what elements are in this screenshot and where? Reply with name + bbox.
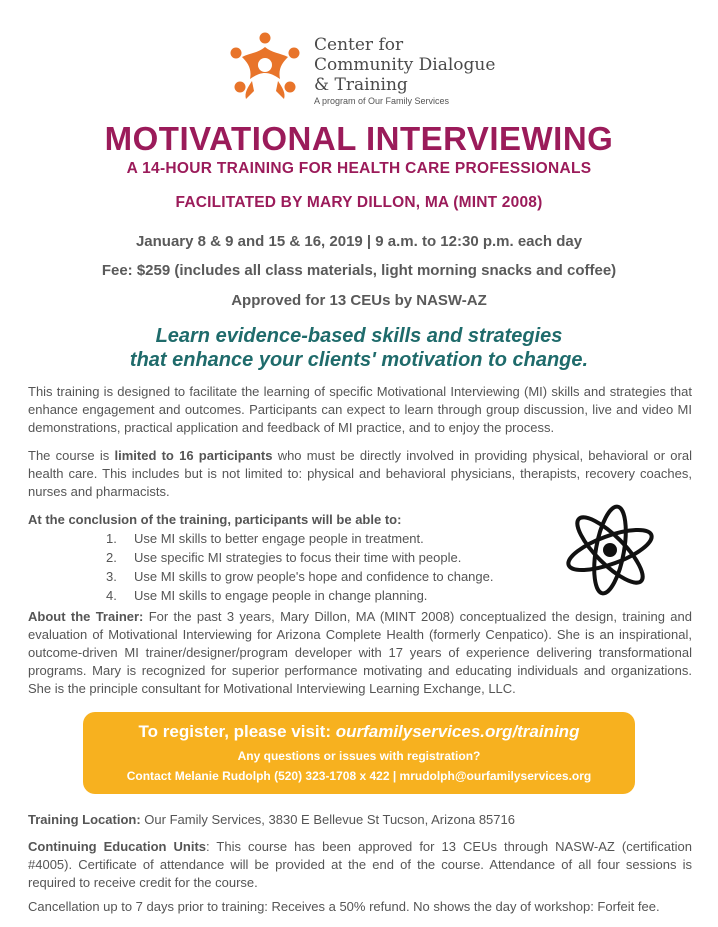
tagline: [0, 324, 718, 372]
course-paragraph: [28, 447, 692, 501]
trainer-label: About the Trainer:: [28, 609, 144, 624]
logo-line-2: Community Dialogue: [314, 55, 496, 75]
page-title: MOTIVATIONAL INTERVIEWING: [104, 120, 614, 157]
register-contact: Contact Melanie Rudolph (520) 323-1708 x 422 | mrudolph@ourfamilyservices.org: [126, 769, 592, 783]
list-item: [106, 586, 493, 605]
location-text: Our Family Services, 3830 E Bellevue St Tucson, Arizona 85716: [140, 812, 515, 827]
list-item-text: Use MI skills to better engage people in treatment.: [134, 531, 424, 546]
cancellation-paragraph: Cancellation up to 7 days prior to training: Receives a 50% refund. No shows the day of workshop: Forfeit fee.: [28, 899, 660, 914]
register-prefix: To register, please visit:: [138, 722, 336, 741]
atom-icon: [560, 500, 660, 600]
dates-line: January 8 & 9 and 15 & 16, 2019 | 9 a.m. to 12:30 p.m. each day: [135, 233, 583, 250]
course-limit: limited to 16 participants: [114, 448, 273, 463]
facilitator-line: FACILITATED BY MARY DILLON, MA (MINT 2008): [175, 194, 543, 211]
list-item-text: Use MI skills to grow people's hope and confidence to change.: [134, 569, 494, 584]
trainer-paragraph: [28, 608, 692, 698]
list-item-text: Use MI skills to engage people in change planning.: [134, 588, 428, 603]
list-item: [106, 567, 493, 586]
register-heading: [83, 722, 635, 742]
ceu-paragraph: [28, 838, 692, 892]
list-item: [106, 548, 493, 567]
logo-line-1: Center for: [314, 35, 404, 55]
objectives-heading: At the conclusion of the training, participants will be able to:: [28, 512, 402, 527]
logo-line-3: & Training: [314, 75, 408, 95]
objectives-list: [106, 529, 493, 605]
list-item: [106, 529, 493, 548]
tagline-line-2: that enhance your clients' motivation to change.: [129, 349, 589, 371]
course-text-before: The course is: [28, 448, 115, 463]
intro-paragraph: This training is designed to facilitate the learning of specific Motivational Interviewing (MI) skills and strategies that enhance engagement and outcomes. Participants can expect to learn through group discussion, live and video MI demonstrations, practical application and feedback of MI practice, and to enjoy the process.: [28, 384, 692, 435]
ceus-line: Approved for 13 CEUs by NASW-AZ: [231, 292, 487, 309]
register-question: Any questions or issues with registration?: [237, 749, 481, 763]
tagline-line-1: Learn evidence-based skills and strategies: [155, 325, 563, 347]
list-item-number: 3.: [106, 569, 117, 584]
fee-line: Fee: $259 (includes all class materials, light morning snacks and coffee): [101, 262, 617, 279]
people-circle-logo-icon: [224, 29, 306, 101]
ceu-label: Continuing Education Units: [28, 839, 207, 854]
page-subtitle: A 14-HOUR TRAINING FOR HEALTH CARE PROFESSIONALS: [126, 160, 592, 177]
registration-box: [83, 712, 635, 794]
ceu-text: : This course has been approved for 13 CEUs through NASW-AZ (certification #4005). Certificate of attendance will be provided at the end of the course. Attendance of all four sessions is required to receive credit for the course.: [28, 839, 692, 890]
course-text-after: who must be directly involved in providing physical, behavioral or oral health care. This includes but is not limited to: physical and behavioral physicians, therapists, recovery coaches, nurses and pharmacists.: [28, 448, 692, 499]
register-link[interactable]: ourfamilyservices.org/training: [335, 722, 580, 741]
location-label: Training Location:: [28, 812, 141, 827]
list-item-number: 2.: [106, 550, 117, 565]
location-paragraph: [28, 811, 692, 829]
trainer-text: For the past 3 years, Mary Dillon, MA (MINT 2008) conceptualized the design, training and evaluation of Motivational Interviewing for Arizona Complete Health (formerly Cenpatico). She is an inspirational, outcome-driven MI trainer/designer/program developer with 17 years of experience delivering transformational programs. Mary is recognized for superior performance motivating and educating individuals and organizations. She is the principle consultant for Motivational Interviewing Learning Exchange, LLC.: [28, 609, 692, 696]
list-item-number: 1.: [106, 531, 117, 546]
list-item-number: 4.: [106, 588, 117, 603]
list-item-text: Use specific MI strategies to focus their time with people.: [134, 550, 462, 565]
logo-subtitle: A program of Our Family Services: [314, 96, 450, 106]
org-logo: [224, 29, 524, 115]
